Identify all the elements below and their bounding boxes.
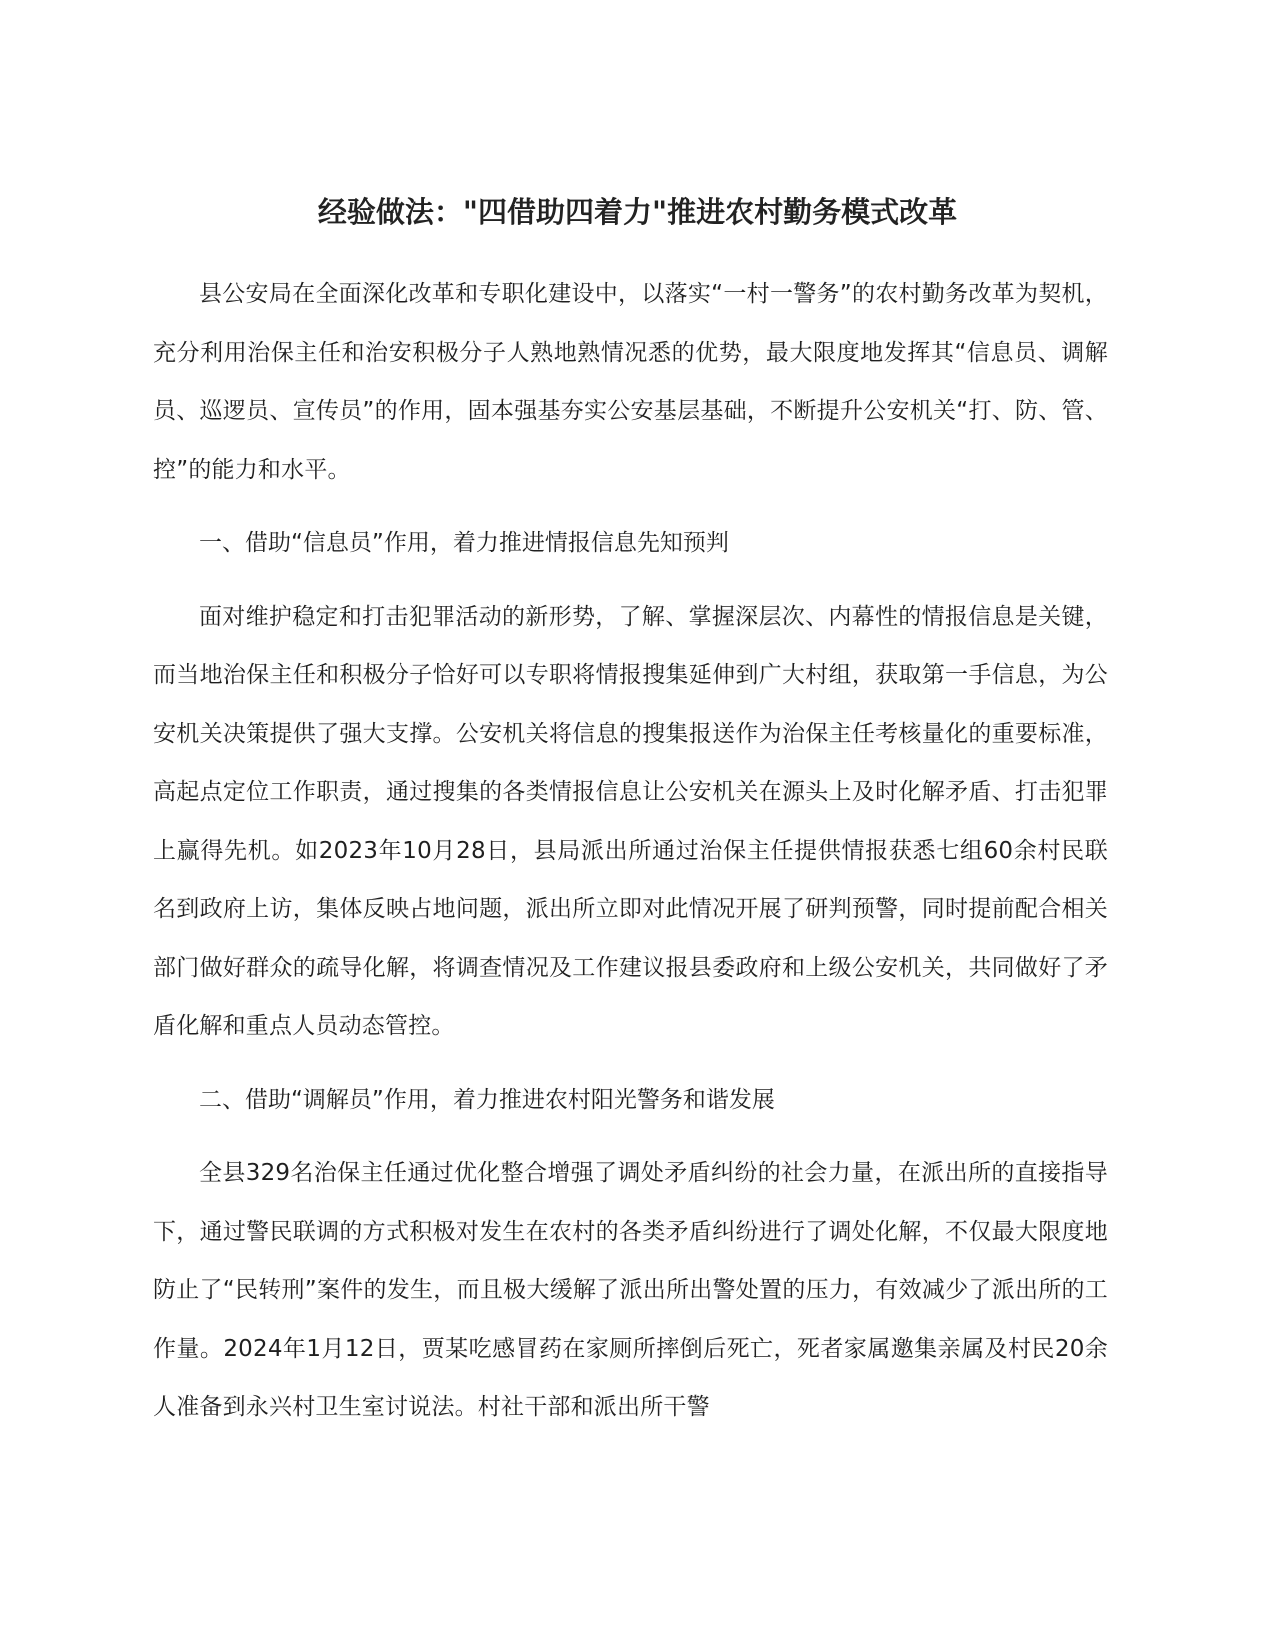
section-2-paragraph: 全县329名治保主任通过优化整合增强了调处矛盾纠纷的社会力量，在派出所的直接指导下，通过警民联调的方式积极对发生在农村的各类矛盾纠纷进行了调处化解，不仅最大限度地防止了“民转刑”案件的发生，而且极大缓解了派出所出警处置的压力，有效减少了派出所的工作量。2024年1月12日，贾某吃感冒药在家厕所摔倒后死亡，死者家属邀集亲属及村民20余人准备到永兴村卫生室讨说法。村社干部和派出所干警: [153, 1160, 1108, 1420]
document-body: [153, 265, 1108, 1452]
intro-paragraph: 县公安局在全面深化改革和专职化建设中，以落实“一村一警务”的农村勤务改革为契机，充分利用治保主任和治安积极分子人熟地熟情况悉的优势，最大限度地发挥其“信息员、调解员、巡逻员、宣传员”的作用，固本强基夯实公安基层基础，不断提升公安机关“打、防、管、控”的能力和水平。: [153, 281, 1108, 483]
section-heading-1: 一、借助“信息员”作用，着力推进情报信息先知预判: [199, 530, 729, 556]
document-title: 经验做法："四借助四着力"推进农村勤务模式改革: [317, 195, 958, 229]
section-1-paragraph: 面对维护稳定和打击犯罪活动的新形势，了解、掌握深层次、内幕性的情报信息是关键，而当地治保主任和积极分子恰好可以专职将情报搜集延伸到广大村组，获取第一手信息，为公安机关决策提供了强大支撑。公安机关将信息的搜集报送作为治保主任考核量化的重要标准，高起点定位工作职责，通过搜集的各类情报信息让公安机关在源头上及时化解矛盾、打击犯罪上赢得先机。如2023年10月28日，县局派出所通过治保主任提供情报获悉七组60余村民联名到政府上访，集体反映占地问题，派出所立即对此情况开展了研判预警，同时提前配合相关部门做好群众的疏导化解，将调查情况及工作建议报县委政府和上级公安机关，共同做好了矛盾化解和重点人员动态管控。: [153, 603, 1108, 1039]
section-heading-2: 二、借助“调解员”作用，着力推进农村阳光警务和谐发展: [199, 1086, 775, 1113]
